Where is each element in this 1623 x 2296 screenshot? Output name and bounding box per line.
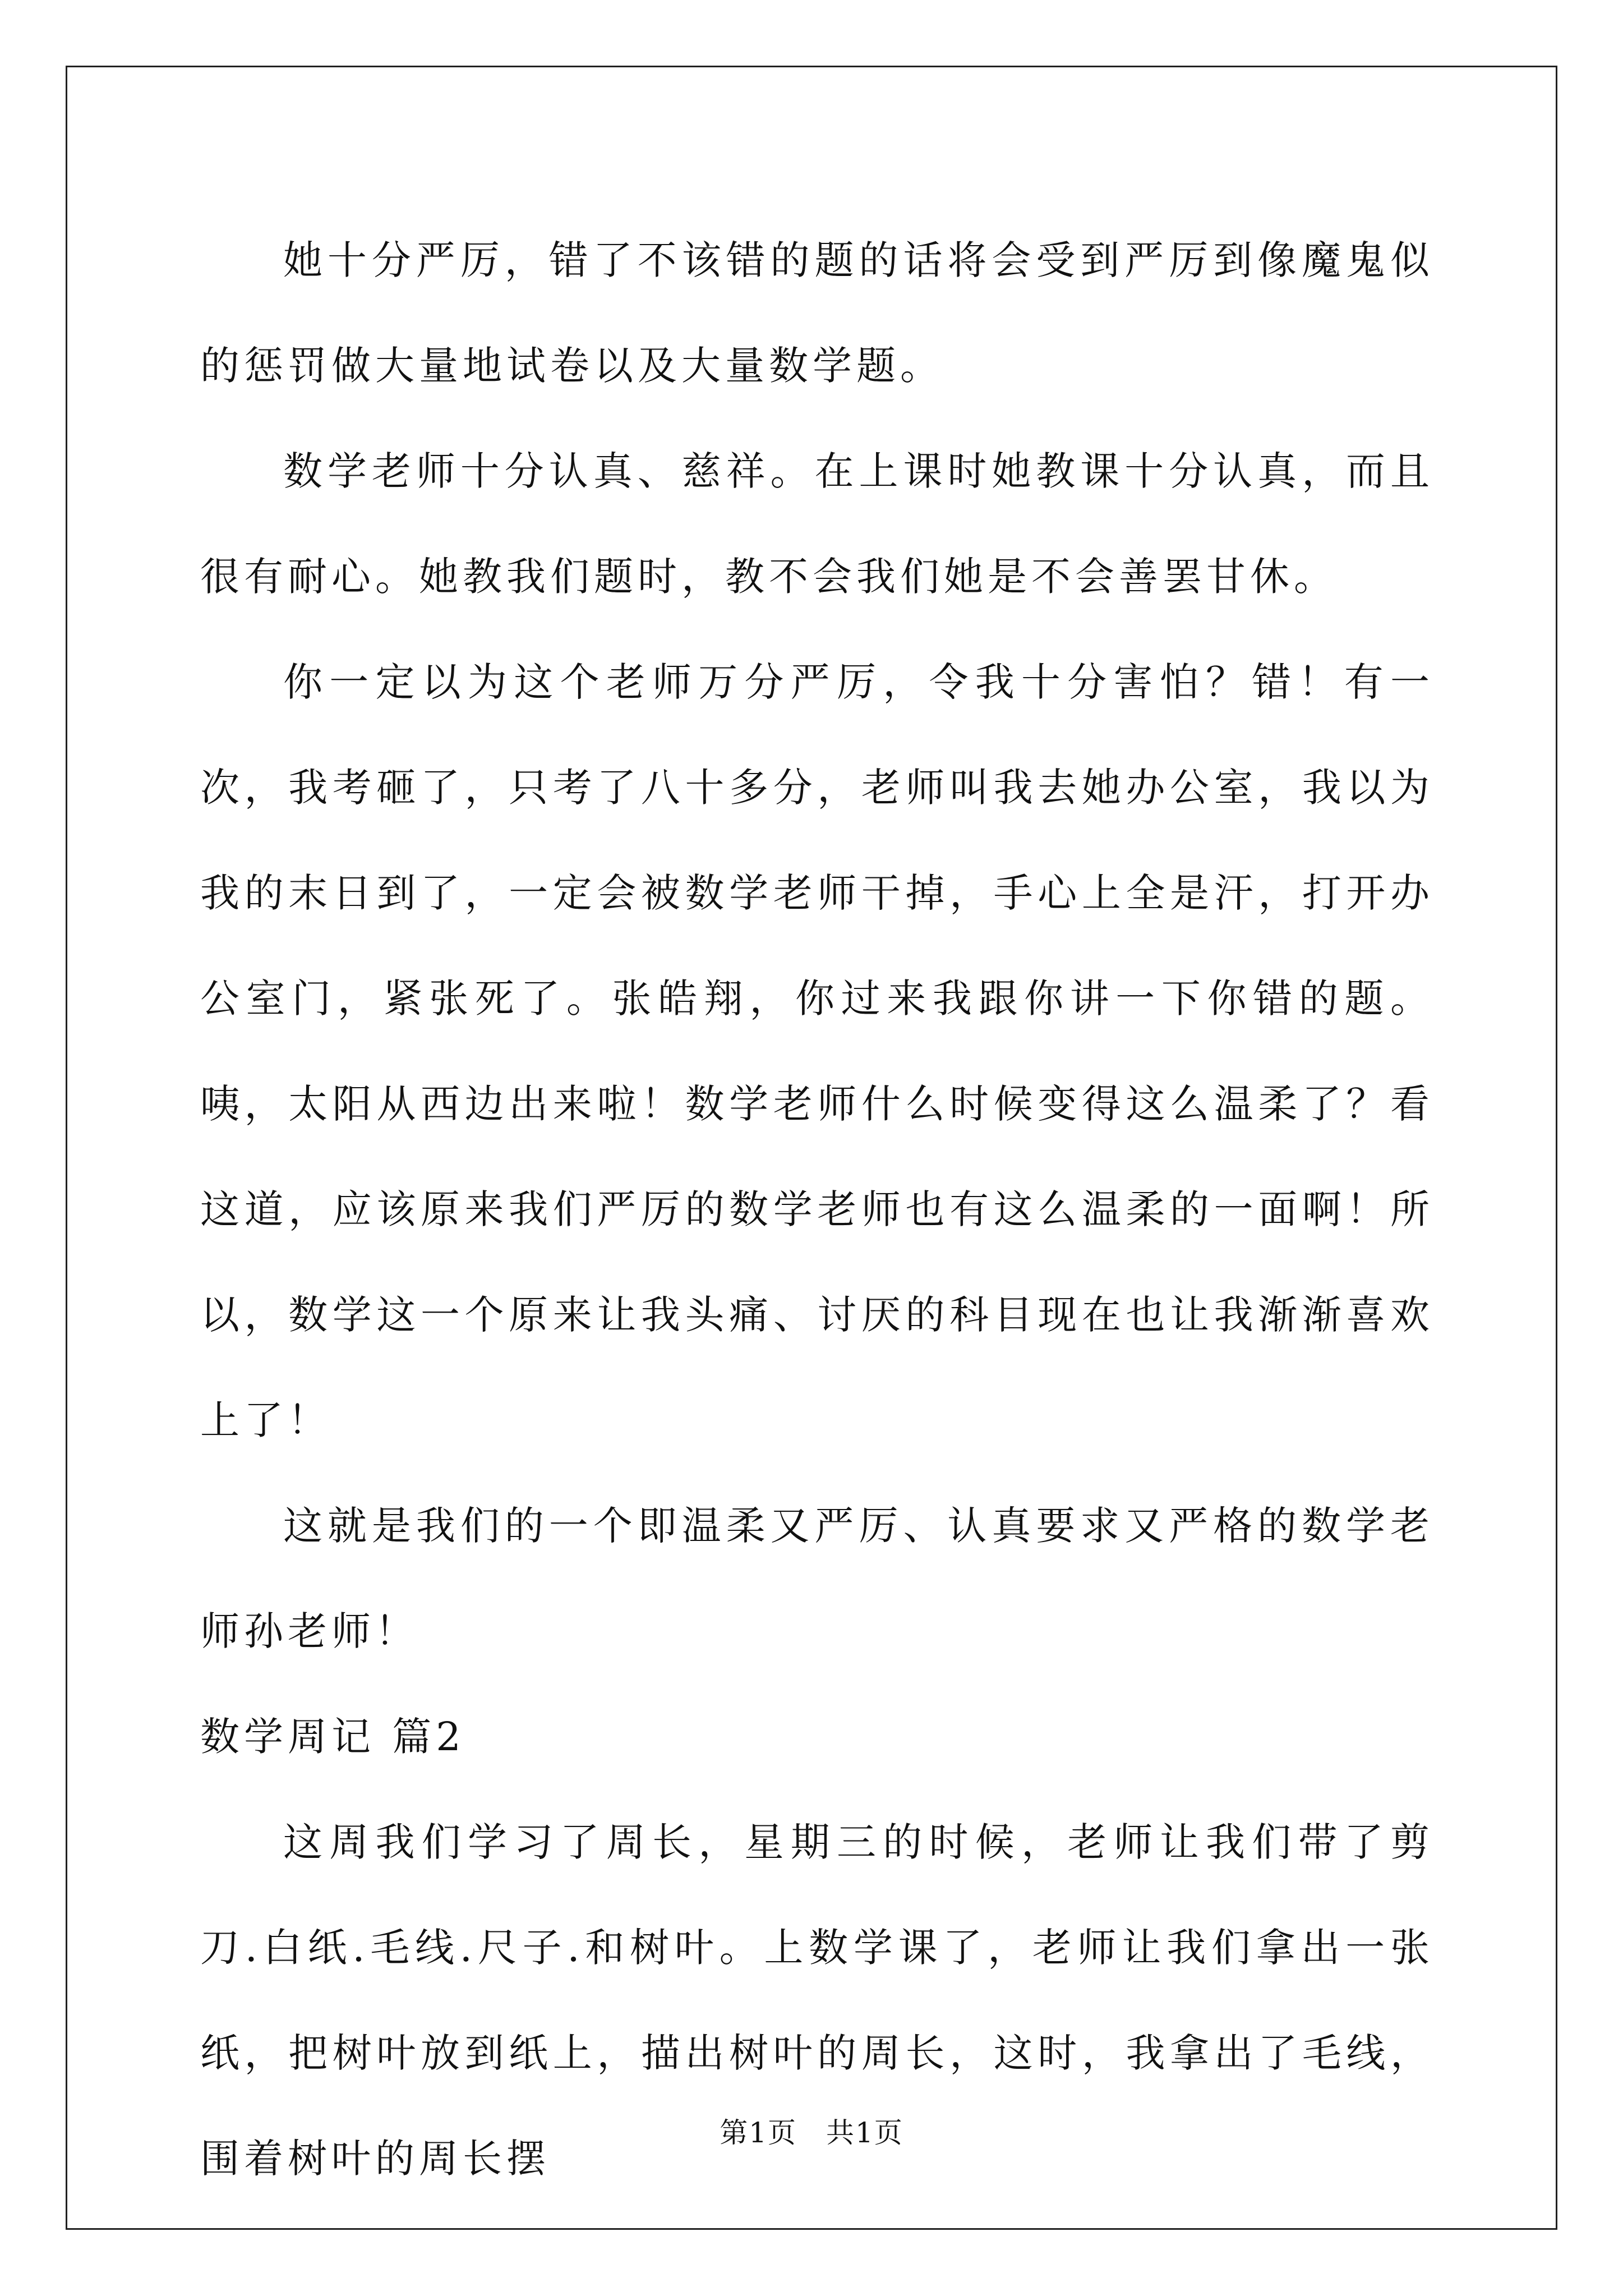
section-paragraph-1: 这周我们学习了周长，星期三的时候，老师让我们带了剪刀.白纸.毛线.尺子.和树叶。上数学课了，老师让我们拿出一张纸，把树叶放到纸上，描出树叶的周长，这时，我拿出了毛线，围着树叶的周长摆 xyxy=(200,1819,1434,2182)
paragraph-4: 这就是我们的一个即温柔又严厉、认真要求又严格的数学老师孙老师！ xyxy=(200,1503,1434,1654)
paragraph-2: 数学老师十分认真、慈祥。在上课时她教课十分认真，而且很有耐心。她教我们题时，教不会我们她是不会善罢甘休。 xyxy=(200,448,1434,600)
page-footer: 第1页 共1页 xyxy=(720,2116,903,2149)
section-heading: 数学周记 篇2 xyxy=(200,1714,465,1760)
document-body xyxy=(200,208,1434,2211)
paragraph-3: 你一定以为这个老师万分严厉，令我十分害怕？错！有一次，我考砸了，只考了八十多分，老师叫我去她办公室，我以为我的末日到了，一定会被数学老师干掉，手心上全是汗，打开办公室门，紧张死了。张皓翔，你过来我跟你讲一下你错的题。咦，太阳从西边出来啦！数学老师什么时候变得这么温柔了？看这道，应该原来我们严厉的数学老师也有这么温柔的一面啊！所以，数学这一个原来让我头痛、讨厌的科目现在也让我渐渐喜欢上了！ xyxy=(200,659,1434,1443)
paragraph-1: 她十分严厉，错了不该错的题的话将会受到严厉到像魔鬼似的惩罚做大量地试卷以及大量数学题。 xyxy=(200,237,1434,389)
